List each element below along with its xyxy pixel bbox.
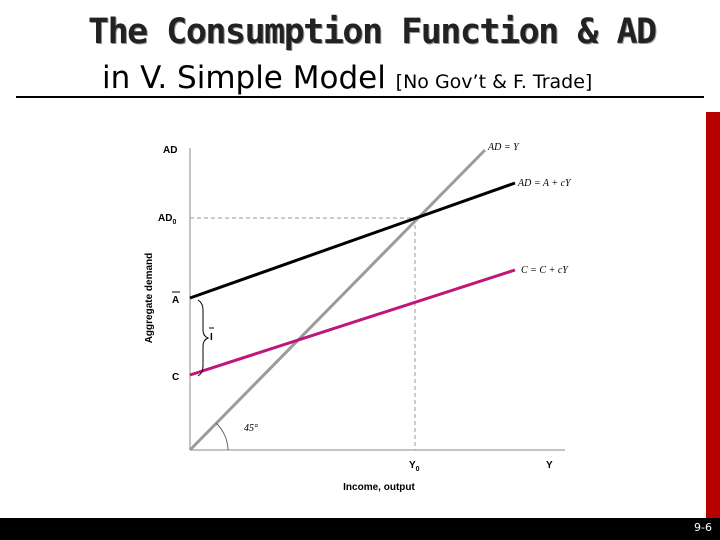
page-number: 9-6 bbox=[694, 521, 712, 534]
line-45-label: AD = Y bbox=[488, 142, 519, 153]
slide-title: The Consumption Function & AD bbox=[88, 12, 656, 52]
ad-line bbox=[190, 183, 515, 298]
a-bar-label: A bbox=[172, 295, 180, 306]
subtitle-main: in V. Simple Model bbox=[102, 60, 396, 96]
consumption-line-label: C = C + cY bbox=[521, 265, 568, 276]
y-axis-title: Aggregate demand bbox=[144, 252, 155, 344]
angle-arc bbox=[216, 423, 228, 450]
subtitle-bracket: [No Gov’t & F. Trade] bbox=[395, 71, 593, 93]
c-bar-label: C bbox=[172, 372, 180, 383]
footer-bar bbox=[0, 518, 720, 540]
i-bar-label: I bbox=[210, 332, 213, 343]
i-bar-brace bbox=[198, 300, 208, 376]
ad0-label: $AD_0$ bbox=[158, 213, 177, 226]
angle-label: 45° bbox=[244, 423, 258, 434]
y-label: Y bbox=[546, 460, 553, 471]
y0-label: $Y_0$ bbox=[409, 460, 420, 473]
x-axis-title: Income, output bbox=[343, 482, 415, 493]
line-45-degree bbox=[190, 150, 485, 450]
ad-line-label: AD = A + cY bbox=[518, 178, 571, 189]
y-axis-top-label: AD bbox=[163, 145, 178, 156]
